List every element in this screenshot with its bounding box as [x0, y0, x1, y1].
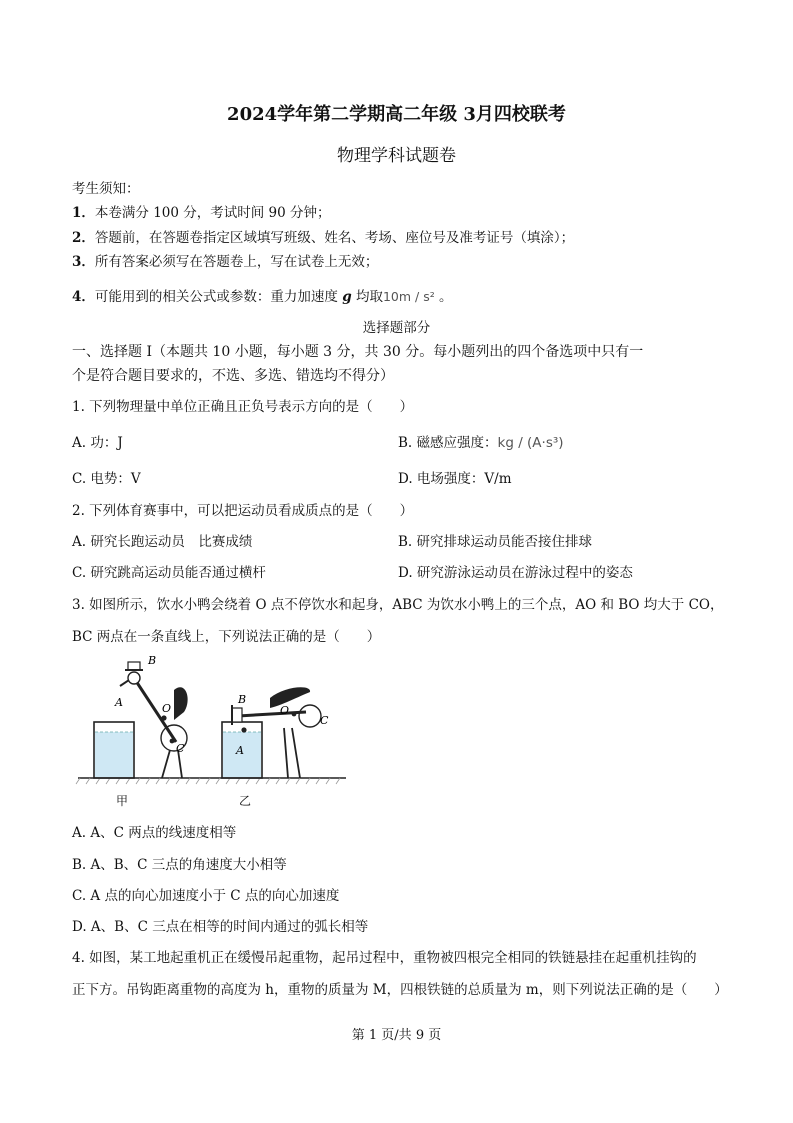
- q2-stem: 2. 下列体育赛事中，可以把运动员看成质点的是（ ）: [72, 503, 414, 519]
- q2-option-d: D. 研究游泳运动员在游泳过程中的姿态: [398, 565, 633, 581]
- label-c-left: C: [176, 742, 185, 755]
- q1-option-b: [398, 431, 564, 451]
- q4-stem-line-1: 4. 如图，某工地起重机正在缓慢吊起重物，起吊过程中，重物被四根完全相同的铁链悬挂在起重机挂钩的: [72, 950, 697, 966]
- q3-stem-line-1: 3. 如图所示，饮水小鸭会绕着 O 点不停饮水和起身，ABC 为饮水小鸭上的三个点，AO 和 BO 均大于 CO，: [72, 597, 724, 613]
- part-instructions-line-1: 一、选择题 I（本题共 10 小题，每小题 3 分，共 30 分。每小题列出的四个备选项中只有一: [72, 344, 644, 360]
- gravity-value-formula: 10m / s²: [382, 289, 435, 304]
- q4-stem-line-2: 正下方。吊钩距离重物的高度为 h，重物的质量为 M，四根铁链的总质量为 m，则下列说法正确的是（ ）: [72, 982, 728, 998]
- notice-heading: 考生须知：: [72, 181, 140, 197]
- notice-item-number: 1．: [72, 205, 95, 221]
- notice-item-2: [72, 226, 574, 246]
- q3-option-c: C. A 点的向心加速度小于 C 点的向心加速度: [72, 888, 340, 904]
- page-footer: 第 1 页/共 9 页: [351, 1028, 442, 1043]
- exam-title: 2024学年第二学期高二年级 3月四校联考: [227, 104, 566, 125]
- notice-item-text: 均取: [351, 289, 383, 305]
- label-b-left: B: [148, 654, 157, 667]
- q3-option-d: D. A、B、C 三点在相等的时间内通过的弧长相等: [72, 919, 369, 935]
- notice-item-4: [72, 285, 453, 305]
- notice-item-number: 4．: [72, 289, 95, 305]
- notice-item-1: [72, 201, 331, 221]
- q2-option-b: B. 研究排球运动员能否接住排球: [398, 534, 593, 550]
- q3-option-a: A. A、C 两点的线速度相等: [72, 825, 237, 841]
- q2-option-a: A. 研究长跑运动员 比赛成绩: [72, 534, 253, 550]
- notice-item-number: 3．: [72, 254, 95, 270]
- gravity-symbol: g: [342, 289, 352, 305]
- q1-option-d: D. 电场强度：V/m: [398, 471, 512, 487]
- notice-item-number: 2．: [72, 230, 95, 246]
- notice-item-text: 本卷满分 100 分，考试时间 90 分钟；: [94, 205, 331, 221]
- label-a-right: A: [236, 744, 244, 757]
- label-o-right: O: [280, 704, 290, 717]
- section-heading: 选择题部分: [362, 320, 431, 336]
- label-c-right: C: [320, 714, 329, 727]
- q1-option-b-label: B. 磁感应强度：: [398, 435, 498, 451]
- notice-item-text: 答题前，在答题卷指定区域填写班级、姓名、考场、座位号及准考证号（填涂）；: [94, 230, 575, 246]
- q1-option-c: C. 电势：V: [72, 471, 141, 487]
- label-b-right: B: [238, 693, 247, 706]
- label-a-left: A: [115, 696, 123, 709]
- q1-option-b-formula: kg / (A·s³): [497, 435, 564, 451]
- exam-subtitle: 物理学科试题卷: [337, 146, 456, 166]
- notice-item-text: 所有答案必须写在答题卷上，写在试卷上无效；: [94, 254, 379, 270]
- figure-caption-right: 乙: [239, 794, 252, 808]
- part-instructions-line-2: 个是符合题目要求的，不选、多选、错选均不得分）: [72, 368, 394, 384]
- drinking-bird-figure: [74, 650, 349, 810]
- q1-option-a: A. 功：J: [72, 435, 123, 451]
- label-o-left: O: [162, 702, 172, 715]
- notice-item-text: 可能用到的相关公式或参数：重力加速度: [94, 289, 343, 305]
- q3-option-b: B. A、B、C 三点的角速度大小相等: [72, 857, 287, 873]
- q3-stem-line-2: BC 两点在一条直线上，下列说法正确的是（ ）: [72, 629, 381, 645]
- notice-item-text: 。: [434, 289, 453, 305]
- q1-stem: 1. 下列物理量中单位正确且正负号表示方向的是（ ）: [72, 399, 414, 415]
- notice-item-3: [72, 250, 378, 270]
- q2-option-c: C. 研究跳高运动员能否通过横杆: [72, 565, 266, 581]
- figure-caption-left: 甲: [116, 794, 129, 808]
